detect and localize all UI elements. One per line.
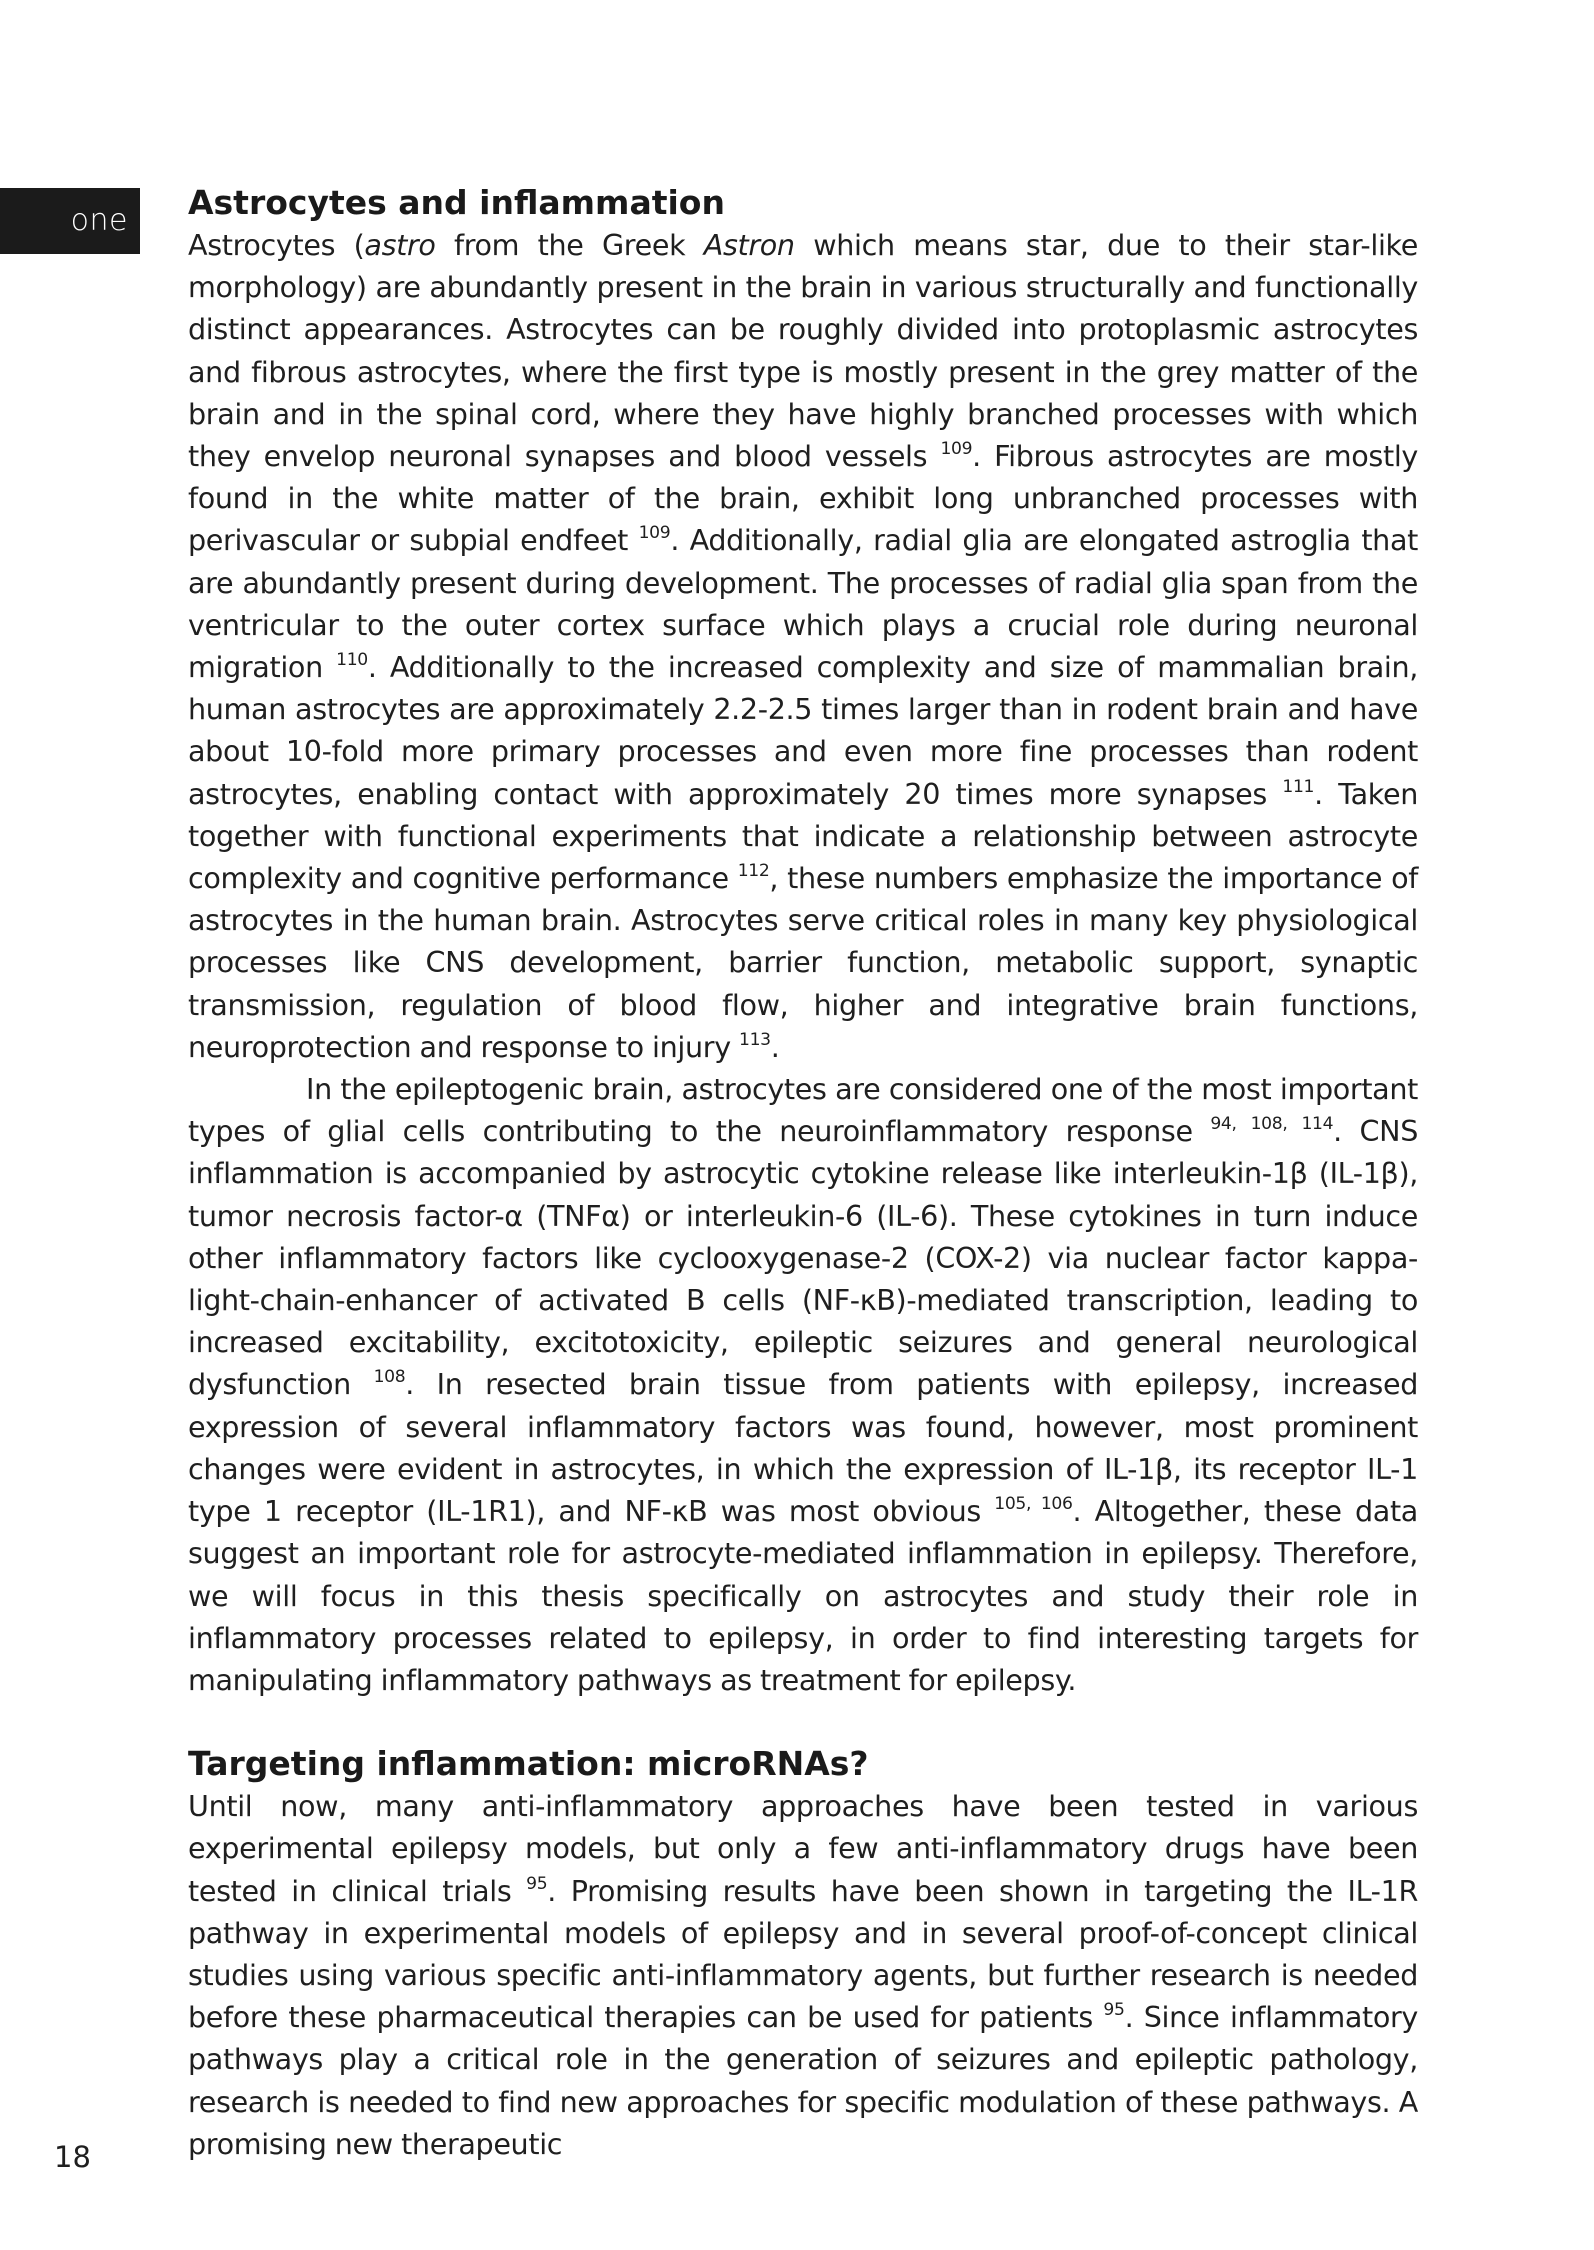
page-number: 18 xyxy=(54,2140,91,2174)
citation: 109 xyxy=(638,523,671,544)
section-heading-microrna: Targeting inflammation: microRNAs? xyxy=(188,1744,869,1784)
citation: 108 xyxy=(373,1367,406,1388)
paragraph-targeting-inflammation: Until now, many anti-inflammatory approaches have been tested in various experimental epilepsy models, but only a few anti-inflammatory drugs have been tested in clinical trials $^{95}$. Promising results have been shown in targeting the IL-1R pathway in experimental models of epilepsy and in several proof-of-concept clinical studies using various specific anti-inflammatory agents, but further research is needed before these pharmaceutical therapies can be used for patients $^{95}$. Since inflammatory pathways play a critical role in the generation of seizures and epileptic pathology, research is needed to find new approaches for specific modulation of these pathways. A promising new therapeutic xyxy=(188,1789,1418,2161)
citation: 95 xyxy=(526,1873,548,1894)
citation: 110 xyxy=(336,650,368,671)
section-heading-astrocytes: Astrocytes and inflammation xyxy=(188,183,725,222)
citation: 113 xyxy=(739,1029,771,1050)
citation: 111 xyxy=(1282,776,1315,797)
citation: 94, 108, 114 xyxy=(1210,1114,1334,1135)
citation: 109 xyxy=(940,439,973,460)
chapter-tab: one xyxy=(0,188,140,254)
page-body xyxy=(188,182,1418,2165)
citation: 105, 106 xyxy=(994,1494,1073,1515)
paragraph-epileptogenic-brain: In the epileptogenic brain, astrocytes are considered one of the most important types of glial cells contributing to the neuroinflammatory response $^{94, 108, 114}$. CNS inflammation is accompanied by astrocytic cytokine release like interleukin-1β (IL-1β), tumor necrosis factor-α (TNFα) or interleukin-6 (IL-6). These cytokines in turn induce other inflammatory factors like cyclooxygenase-2 (COX-2) via nuclear factor kappa-light-chain-enhancer of activated B cells (NF-κB)-mediated transcription, leading to increased excitability, excitotoxicity, epileptic seizures and general neurological dysfunction $^{108}$. In resected brain tissue from patients with epilepsy, increased expression of several inflammatory factors was found, however, most prominent changes were evident in astrocytes, in which the expression of IL-1β, its receptor IL-1 type 1 receptor (IL-1R1), and NF-κB was most obvious $^{105, 106}$. Altogether, these data suggest an important role for astrocyte-mediated inflammation in epilepsy. Therefore, we will focus in this thesis specifically on astrocytes and study their role in inflammatory processes related to epilepsy, in order to find interesting targets for manipulating inflammatory pathways as treatment for epilepsy. xyxy=(188,1072,1418,1697)
paragraph-astrocytes-intro: Astrocytes (astro from the Greek Astron which means star, due to their star-like morphology) are abundantly present in the brain in various structurally and functionally distinct appearances. Astrocytes can be roughly divided into protoplasmic astrocytes and fibrous astrocytes, where the first type is mostly present in the grey matter of the brain and in the spinal cord, where they have highly branched processes with which they envelop neuronal synapses and blood vessels $^{109}$. Fibrous astrocytes are mostly found in the white matter of the brain, exhibit long unbranched processes with perivascular or subpial endfeet $^{109}$. Additionally, radial glia are elongated astroglia that are abundantly present during development. The processes of radial glia span from the ventricular to the outer cortex surface which plays a crucial role during neuronal migration $^{110}$. Additionally to the increased complexity and size of mammalian brain, human astrocytes are approximately 2.2-2.5 times larger than in rodent brain and have about 10-fold more primary processes and even more fine processes than rodent astrocytes, enabling contact with approximately 20 times more synapses $^{111}$. Taken together with functional experiments that indicate a relationship between astrocyte complexity and cognitive performance $^{112}$, these numbers emphasize the importance of astrocytes in the human brain. Astrocytes serve critical roles in many key physiological processes like CNS development, barrier function, metabolic support, synaptic transmission, regulation of blood flow, higher and integrative brain functions, neuroprotection and response to injury $^{113}$. xyxy=(188,228,1419,1064)
citation: 95 xyxy=(1103,2000,1125,2021)
section-gap xyxy=(188,1701,1418,1743)
citation: 112 xyxy=(737,861,770,882)
